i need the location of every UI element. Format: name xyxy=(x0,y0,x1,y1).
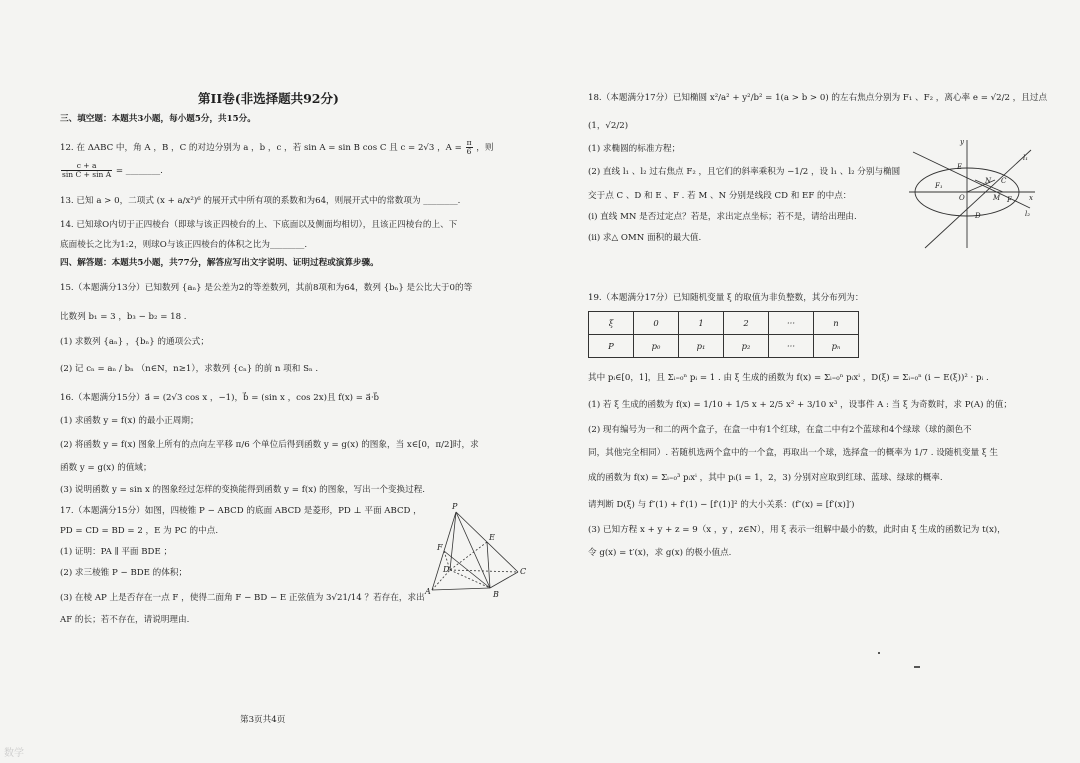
table-cell: ··· xyxy=(769,335,814,358)
table-cell: 2 xyxy=(724,312,769,335)
q16-line1: 16.（本题满分15分）a⃗ = (2√3 cos x ，−1)，b⃗ = (sin x ，cos 2x)且 f(x) = a⃗·b⃗ xyxy=(60,393,380,403)
q19-part2d: 请判断 D(ξ) 与 f″(1) + f′(1) − [f′(1)]² 的大小关系：(f″(x) = [f′(x)]′) xyxy=(588,500,855,510)
table-cell: ··· xyxy=(769,312,814,335)
q15-part1: (1) 求数列 {aₙ} ，{bₙ} 的通项公式； xyxy=(60,337,209,347)
q17-part3: (3) 在棱 AP 上是否存在一点 F ，使得二面角 F − BD − E 正弦值为 3√21/14 ？若存在，求出 xyxy=(60,593,425,603)
q15-part2: (2) 记 cₙ = aₙ / bₙ （n∈N，n≥1），求数列 {cₙ} 的前 n 项和 Sₙ . xyxy=(60,364,319,374)
q17-part3b: AF 的长；若不存在，请说明理由. xyxy=(60,615,190,625)
q19-part2c: 成的函数为 f(x) = Σᵢ₌₀³ pᵢxⁱ ，其中 pᵢ(i = 1，2，3) 分别对应取到红球、蓝球、绿球的概率. xyxy=(588,473,943,483)
label-F18: F xyxy=(1007,196,1012,204)
table-cell: n xyxy=(814,312,859,335)
q16-part2b: 函数 y = g(x) 的值域； xyxy=(60,463,152,473)
q12-fraction xyxy=(466,139,473,156)
label-D: D xyxy=(443,565,450,574)
q19-part3b: 令 g(x) = t′(x)，求 g(x) 的极小值点. xyxy=(588,548,732,558)
part3-heading: 三、填空题：本题共3小题，每小题5分，共15分。 xyxy=(60,114,256,124)
q12-text xyxy=(60,139,493,156)
q12-part-b: ，则 xyxy=(476,143,494,153)
label-C18: C xyxy=(1001,177,1007,185)
table-cell: 1 xyxy=(679,312,724,335)
q16-part2a: (2) 将函数 y = f(x) 图象上所有的点向左平移 π/6 个单位后得到函数 y = g(x) 的图象，当 x∈[0，π/2]时，求 xyxy=(60,440,479,450)
q12-frac-den: 6 xyxy=(466,147,472,156)
label-y: y xyxy=(960,138,964,146)
q19-part1: (1) 若 ξ 生成的函数为 f(x) = 1/10 + 1/5 x + 2/5 x² + 3/10 x³ ，设事件 A : 当 ξ 为奇数时，求 P(A) 的值； xyxy=(588,400,1012,410)
q12-frac-num: π xyxy=(466,138,472,147)
q17-part2: (2) 求三棱锥 P − BDE 的体积； xyxy=(60,568,188,578)
q19-part2a: (2) 现有编号为一和二的两个盒子，在盒一中有1个红球，在盒二中有2个蓝球和4个绿球（球的颜色不 xyxy=(588,425,972,435)
q12-blank: = ________. xyxy=(115,166,163,176)
table-cell: pₙ xyxy=(814,335,859,358)
q18-part1: (1) 求椭圆的标准方程； xyxy=(588,144,681,154)
q19-part3a: (3) 已知方程 x + y + z = 9（x ，y ，z∈N），用 ξ 表示一组解中最小的数，此时由 ξ 生成的函数记为 t(x)， xyxy=(588,525,1006,535)
label-l2: l₂ xyxy=(1025,210,1031,218)
q16-part1: (1) 求函数 y = f(x) 的最小正周期； xyxy=(60,416,199,426)
section-title: 第II卷(非选择题共92分) xyxy=(198,91,339,106)
label-B: B xyxy=(493,590,499,599)
q12-big-num: c + a xyxy=(61,162,112,171)
q15-line1: 15.（本题满分13分）已知数列 {aₙ} 是公差为2的等差数列，其前8项和为64，数列 {bₙ} 是公比大于0的等 xyxy=(60,283,473,293)
q15-line2: 比数列 b₁ = 3 ，b₃ − b₂ = 18 . xyxy=(60,312,187,322)
q18-line2: (1，√2/2) xyxy=(588,121,629,131)
label-N: N xyxy=(985,177,992,185)
pyramid-figure xyxy=(418,500,530,600)
q19-part2b: 同，其他完全相同）. 若随机选两个盒中的一个盒，再取出一个球，选择盒一的概率为 1/7 . 设随机变量 ξ 生 xyxy=(588,448,998,458)
label-E: E xyxy=(489,533,495,542)
table-cell: ξ xyxy=(589,312,634,335)
table-cell: p₁ xyxy=(679,335,724,358)
part4-heading: 四、解答题：本题共5小题，共77分，解答应写出文字说明、证明过程或演算步骤。 xyxy=(60,258,379,268)
q14-line2: 底面棱长之比为1:2，则球O与该正四棱台的体积之比为________. xyxy=(60,240,308,250)
q16-part3: (3) 说明函数 y = sin x 的图象经过怎样的变换能得到函数 y = f(x) 的图象，写出一个变换过程. xyxy=(60,485,426,495)
label-M: M xyxy=(993,194,1001,202)
watermark: 数学 xyxy=(4,748,24,759)
q18-part-i: (i) 直线 MN 是否过定点？若是，求出定点坐标；若不是，请给出理由. xyxy=(588,212,857,222)
q12-expression xyxy=(60,162,163,179)
label-E18: E xyxy=(957,163,963,171)
q14-line1: 14. 已知球O内切于正四棱台（即球与该正四棱台的上、下底面以及侧面均相切），且该正四棱台的上、下 xyxy=(60,220,458,230)
distribution-table xyxy=(588,311,859,358)
label-x: x xyxy=(1029,194,1033,202)
label-A: A xyxy=(425,587,431,596)
ellipse-figure xyxy=(905,136,1040,254)
speck xyxy=(914,666,920,668)
q19-line2: 其中 pᵢ∈[0，1]，且 Σᵢ₌₀ⁿ pᵢ = 1 . 由 ξ 生成的函数为 f(x) = Σᵢ₌₀ⁿ pᵢxⁱ ，D(ξ) = Σᵢ₌₀ⁿ (i − E(ξ))² · pᵢ . xyxy=(588,373,989,383)
q13-text: 13. 已知 a > 0，二项式 (x + a/x²)⁶ 的展开式中所有项的系数和为64，则展开式中的常数项为 ________. xyxy=(60,196,461,206)
q12-big-den: sin C + sin A xyxy=(62,170,112,179)
label-l1: l₁ xyxy=(1023,154,1029,162)
q17-part1: (1) 证明：PA ∥ 平面 BDE ； xyxy=(60,547,173,557)
table-row xyxy=(589,335,859,358)
q12-big-fraction xyxy=(61,162,112,179)
page-footer: 第3页共4页 xyxy=(240,715,286,725)
label-F1: F₁ xyxy=(935,182,943,190)
table-cell: P xyxy=(589,335,634,358)
q18-part-ii: (ii) 求△ OMN 面积的最大值. xyxy=(588,233,702,243)
q18-line1: 18.（本题满分17分）已知椭圆 x²/a² + y²/b² = 1(a > b > 0) 的左右焦点分别为 F₁ 、F₂ ，离心率 e = √2/2 ，且过点 xyxy=(588,93,1048,103)
table-row xyxy=(589,312,859,335)
q18-part2b: 交于点 C 、D 和 E 、F . 若 M 、N 分别是线段 CD 和 EF 的中点： xyxy=(588,191,852,201)
q17-line2: PD = CD = BD = 2 ，E 为 PC 的中点. xyxy=(60,526,219,536)
table-cell: p₂ xyxy=(724,335,769,358)
q17-line1: 17.（本题满分15分）如图，四棱锥 P − ABCD 的底面 ABCD 是菱形，PD ⊥ 平面 ABCD ， xyxy=(60,506,422,516)
speck xyxy=(878,652,880,654)
q19-line1: 19.（本题满分17分）已知随机变量 ξ 的取值为非负整数，其分布列为： xyxy=(588,293,864,303)
label-P: P xyxy=(452,502,458,511)
table-cell: 0 xyxy=(634,312,679,335)
label-D18: D xyxy=(975,212,981,220)
q12-part-a: 12. 在 ΔABC 中，角 A ，B ，C 的对边分别为 a ，b ，c ，若 sin A = sin B cos C 且 c = 2√3 ，A = xyxy=(60,143,462,153)
label-C: C xyxy=(520,567,527,576)
label-F: F xyxy=(437,543,443,552)
label-O: O xyxy=(959,194,965,202)
table-cell: p₀ xyxy=(634,335,679,358)
q18-part2a: (2) 直线 l₁ 、l₂ 过右焦点 F₂ ，且它们的斜率乘积为 −1/2 ，设 l₁ 、l₂ 分别与椭圆 xyxy=(588,167,901,177)
